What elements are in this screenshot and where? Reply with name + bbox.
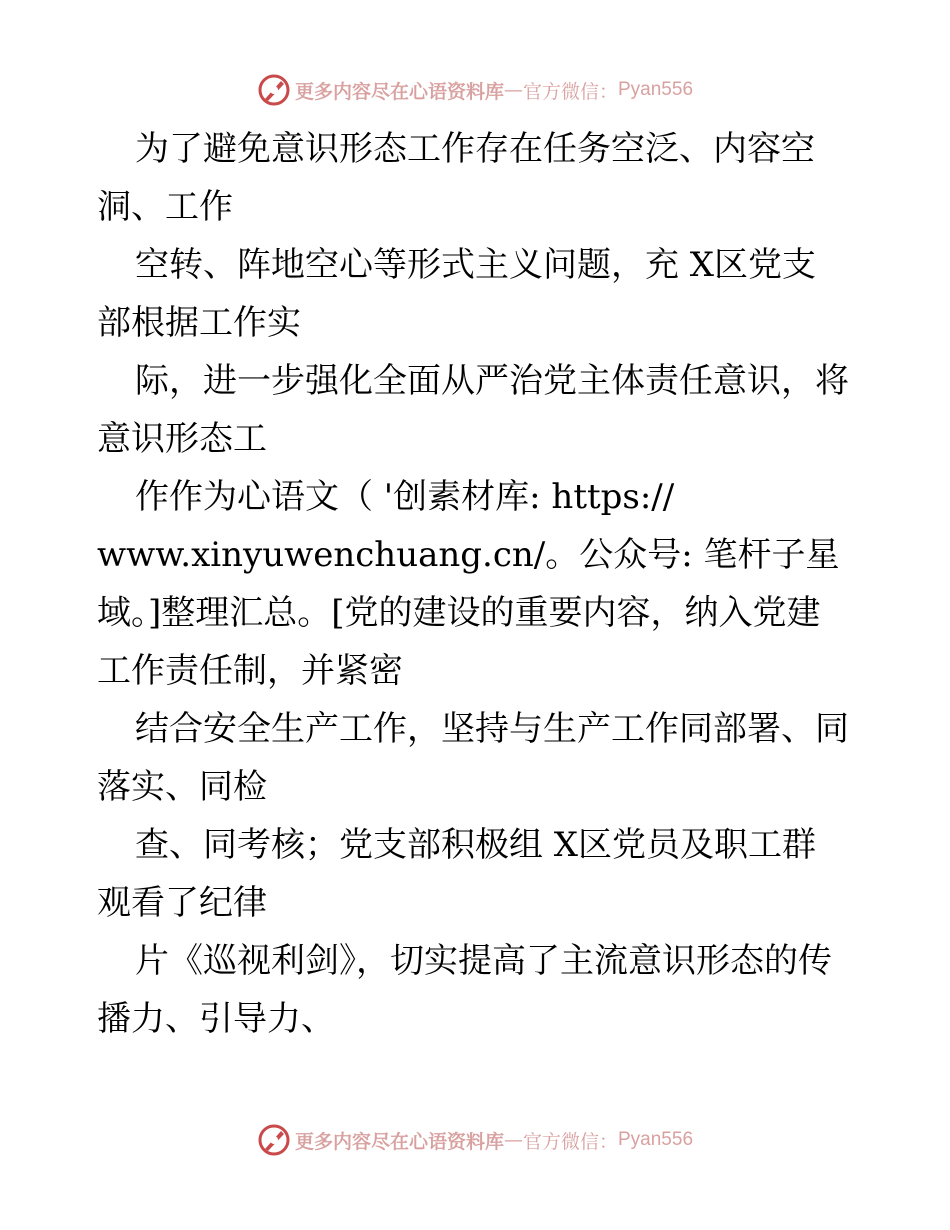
banner-separator: — <box>503 1129 523 1151</box>
text-line: 片《巡视利剑》，切实提高了主流意识形态的传 <box>135 941 832 981</box>
banner-title: 更多内容尽在心语资料库 <box>294 80 504 103</box>
text-line: 查、同考核；党支部积极组 X区党员及职工群 <box>135 825 817 865</box>
text-line: 工作责任制，并紧密 <box>97 651 403 691</box>
text-line: 结合安全生产工作，坚持与生产工作同部署、同 <box>135 709 849 749</box>
banner-title: 更多内容尽在心语资料库 <box>294 1130 504 1153</box>
text-line: 部根据工作实 <box>97 303 301 343</box>
text-line: 洞、工作 <box>97 187 233 227</box>
banner-wechat-id: Pyan556 <box>618 79 694 100</box>
text-line: 空转、阵地空心等形式主义问题，充 X区党支 <box>135 245 817 285</box>
text-line: 观看了纪律 <box>97 883 267 923</box>
footer-banner <box>0 1120 950 1160</box>
text-line: 意识形态工 <box>97 419 267 459</box>
text-line: 域。]整理汇总。[党的建设的重要内容，纳入党建 <box>97 593 821 633</box>
text-line: www.xinyuwenchuang.cn/。公众号: 笔杆子星 <box>97 535 840 575</box>
banner-wechat-id: Pyan556 <box>618 1129 694 1150</box>
text-line: 落实、同检 <box>97 767 267 807</box>
seal-quill-icon <box>257 1123 291 1157</box>
header-banner <box>0 70 950 110</box>
document-body <box>97 120 857 1048</box>
banner-separator: — <box>503 79 523 101</box>
banner-wechat-label: 官方微信： <box>522 1130 618 1153</box>
banner-wechat-label: 官方微信： <box>522 80 618 103</box>
text-line: 为了避免意识形态工作存在任务空泛、内容空 <box>135 129 815 169</box>
seal-quill-icon <box>257 73 291 107</box>
text-line: 作作为心语文（ '创素材库: https:// <box>135 477 675 517</box>
text-line: 播力、引导力、 <box>97 999 335 1039</box>
text-line: 际，进一步强化全面从严治党主体责任意识，将 <box>135 361 849 401</box>
